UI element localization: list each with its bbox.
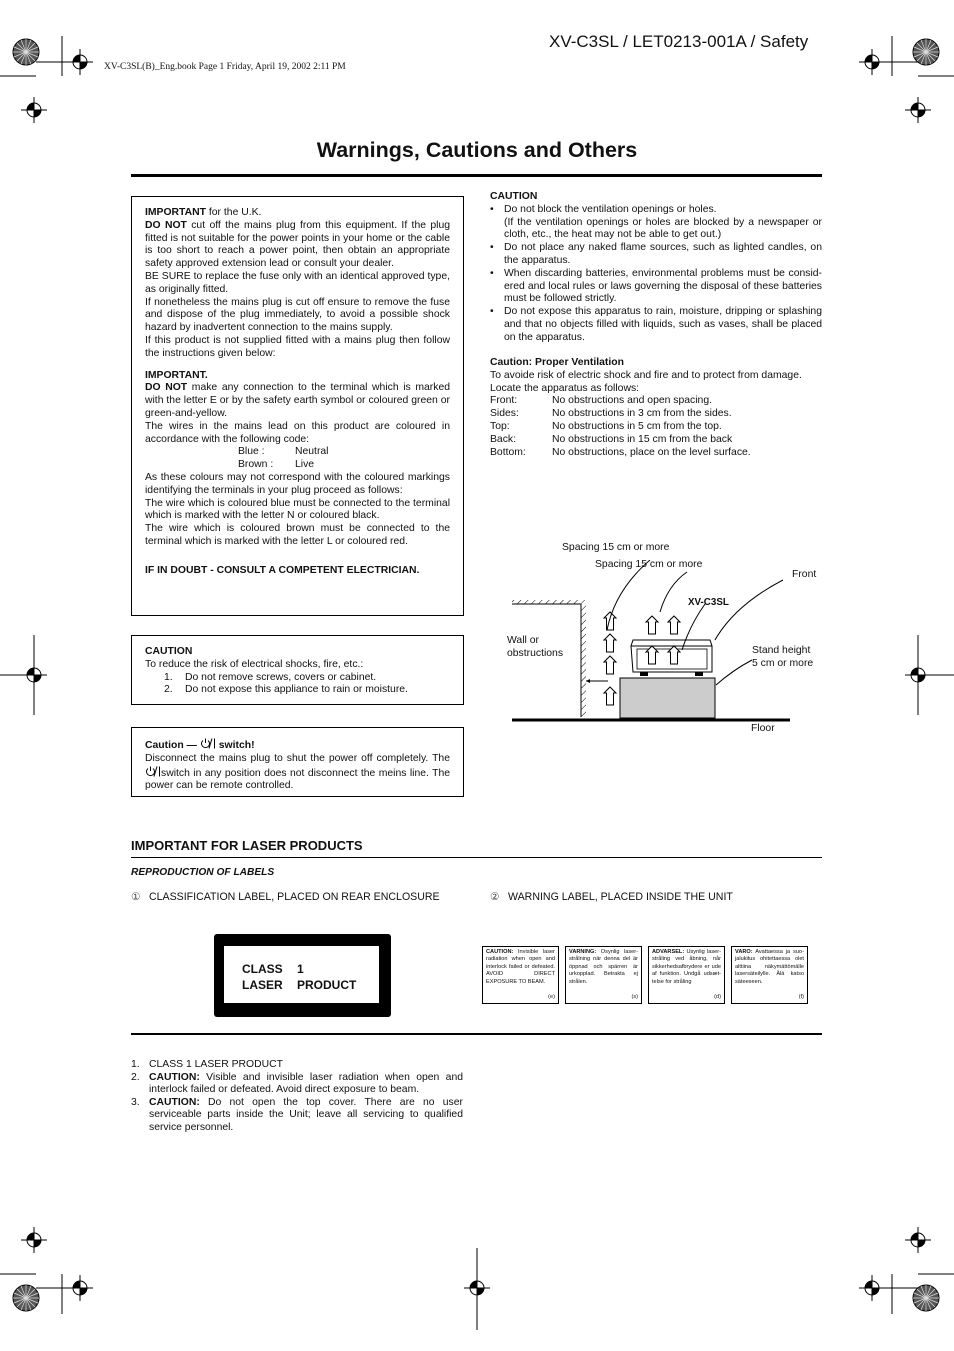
floor-label: Floor: [751, 723, 775, 734]
switch-caution-box: [131, 727, 464, 797]
laser-notes: [131, 1059, 463, 1135]
model-label: XV-C3SL: [688, 597, 729, 608]
ventilation-block: [490, 357, 822, 459]
laser-section-rule: [131, 857, 822, 858]
right-caution-heading: CAUTION: [490, 191, 538, 202]
ventilation-intro: To avoide risk of electric shock and fire and to protect from damage.: [490, 369, 802, 381]
location-row: Sides: No obstructions in 3 cm from the sides.: [490, 408, 732, 420]
location-row: Top: No obstructions in 5 cm from the top.: [490, 420, 722, 432]
caution-box: [131, 635, 464, 705]
be-sure-fuse: BE SURE to replace the fuse only with an identical approved type, as originally fitted.: [145, 270, 450, 295]
blue-wire-text: The wire which is coloured blue must be connected to the terminal which is marked with the letter N or coloured black.: [145, 497, 450, 522]
laser-section-heading: IMPORTANT FOR LASER PRODUCTS: [131, 838, 363, 853]
laser-word: LASER: [242, 978, 283, 992]
warning-label-danish: ADVARSEL: Usynlig laser-stråling ved åbning, når sikkerhedsafbrydere er ude af funktion. Undgå udsæt-telse for stråling (d): [648, 946, 725, 1004]
spacing-outer-label: Spacing 15 cm or more: [562, 542, 670, 553]
spacing-inner-label: Spacing 15 cm or more: [595, 559, 703, 570]
right-caution-block: [490, 191, 822, 345]
blue-code-row: Blue : Neutral: [238, 446, 329, 458]
caution-heading: CAUTION: [145, 646, 193, 657]
laser-note: 1. CLASS 1 LASER PRODUCT: [131, 1059, 283, 1070]
important-heading: IMPORTANT.: [145, 369, 208, 381]
laser-bottom-rule: [131, 1033, 822, 1035]
do-not-cut-plug: DO NOT cut off the mains plug from this equipment. If the plug fitted is not suitable for the power points in your home or the cable is too short to reach a power point, then obtain an appropriate safety approved extension lead or consult your dealer.: [145, 219, 450, 270]
uk-plug-box: [131, 196, 464, 616]
class-number: 1: [297, 962, 304, 976]
caution-intro: To reduce the risk of electrical shocks, fire, etc.:: [145, 658, 364, 670]
brown-wire-text: The wire which is coloured brown must be connected to the terminal which is marked with the letter L or coloured red.: [145, 523, 450, 547]
nonetheless-text: If nonetheless the mains plug is cut off ensure to remove the fuse and dispose of the plug immediately, to avoid a possible shock hazard by inadvertent connection to the mains supply.: [145, 296, 450, 334]
ventilation-locate: Locate the apparatus as follows:: [490, 382, 640, 394]
wires-text: The wires in the mains lead on this product are coloured in accordance with the following code:: [145, 420, 450, 445]
if-in-doubt: IF IN DOUBT - CONSULT A COMPETENT ELECTRICIAN.: [145, 564, 420, 576]
location-row: Bottom: No obstructions, place on the level surface.: [490, 446, 751, 458]
stand-label: Stand height 5 cm or more: [752, 645, 814, 669]
product-word: PRODUCT: [297, 978, 357, 992]
label2-caption: ② WARNING LABEL, PLACED INSIDE THE UNIT: [490, 891, 733, 903]
warning-label-swedish: VARNING: Osynlig laser-strålning när denna del är öppnad och spärren är urkopplad. Betrakta ej strålen. (s): [565, 946, 642, 1004]
warning-label-english: CAUTION: Invisible laser radiation when open and interlock failed or defeated. AVOID DIRECT EXPOSURE TO BEAM. (e): [482, 946, 559, 1004]
not-supplied-text: If this product is not supplied fitted with a mains plug then follow the instructions given below:: [145, 334, 450, 359]
caution-item: 2. Do not expose this appliance to rain or moisture.: [164, 684, 408, 696]
do-not-connect-earth: DO NOT make any connection to the terminal which is marked with the letter E or by the safety earth symbol or coloured green or green-and-yellow.: [145, 382, 451, 419]
brown-code-row: Brown : Live: [238, 459, 315, 471]
wall-hatch: [512, 600, 586, 604]
label1-caption: ① CLASSIFICATION LABEL, PLACED ON REAR ENCLOSURE: [131, 891, 440, 903]
stand: [620, 678, 715, 718]
as-these-colours: As these colours may not correspond with the coloured markings identifying the terminals in your plug proceed as follows:: [145, 471, 450, 496]
standby-power-icon: [200, 738, 216, 749]
front-label: Front: [792, 569, 817, 580]
wall-label: Wall or obstructions: [507, 635, 564, 659]
bullet-item: (If the ventilation openings or holes are blocked by a newspaper or cloth, etc., the heat may not be able to get out.): [504, 216, 822, 241]
class1-laser-label: [214, 934, 391, 1017]
book-page-info: XV-C3SL(B)_Eng.book Page 1 Friday, April 19, 2002 2:11 PM: [104, 62, 346, 72]
warning-label-finnish: VARO: Avattaessa ja suo-jalukitus ohitettaessa olet alttiina näkymättömälle lasersäteilylle. Älä katso säteeseen. (f): [731, 946, 808, 1004]
reproduction-heading: REPRODUCTION OF LABELS: [131, 867, 275, 878]
location-row: Back: No obstructions in 15 cm from the back: [490, 433, 733, 445]
caution-item: 1. Do not remove screws, covers or cabinet.: [164, 671, 377, 683]
laser-note: 2. CAUTION: Visible and invisible laser radiation when open and interlock failed or defeated. Avoid direct exposure to beam.: [131, 1071, 463, 1096]
important-uk: IMPORTANT for the U.K.: [145, 207, 262, 218]
bullet-item: • Do not place any naked flame sources, such as lighted candles, on the apparatus.: [490, 242, 822, 266]
class-word: CLASS: [242, 962, 283, 976]
page-title: Warnings, Cautions and Others: [316, 138, 638, 162]
location-row: Front: No obstructions and open spacing.: [490, 395, 713, 407]
ventilation-heading: Caution: Proper Ventilation: [490, 357, 624, 368]
switch-heading: Caution — switch!: [145, 740, 255, 751]
bullet-item: • Do not block the ventilation openings or holes.: [490, 203, 717, 215]
standby-power-icon: [145, 766, 161, 777]
switch-text: Disconnect the mains plug to shut the power off completely. The switch in any position does not disconnect the meins line. The power can be remote controlled.: [145, 752, 450, 792]
bullet-item: • When discarding batteries, environmental problems must be consid-ered and local rules or laws governing the disposal of these batteries must be followed strictly.: [490, 267, 822, 305]
bullet-item: • Do not expose this apparatus to rain, moisture, dripping or splashing and that no objects filled with liquids, such as vases, shall be placed on the apparatus.: [490, 306, 822, 343]
title-rule: [131, 174, 822, 177]
document-id: XV-C3SL / LET0213-001A / Safety: [549, 32, 809, 51]
laser-note: 3. CAUTION: Do not open the top cover. There are no user serviceable parts inside the Unit; leave all servicing to qualified service personnel.: [131, 1096, 463, 1133]
